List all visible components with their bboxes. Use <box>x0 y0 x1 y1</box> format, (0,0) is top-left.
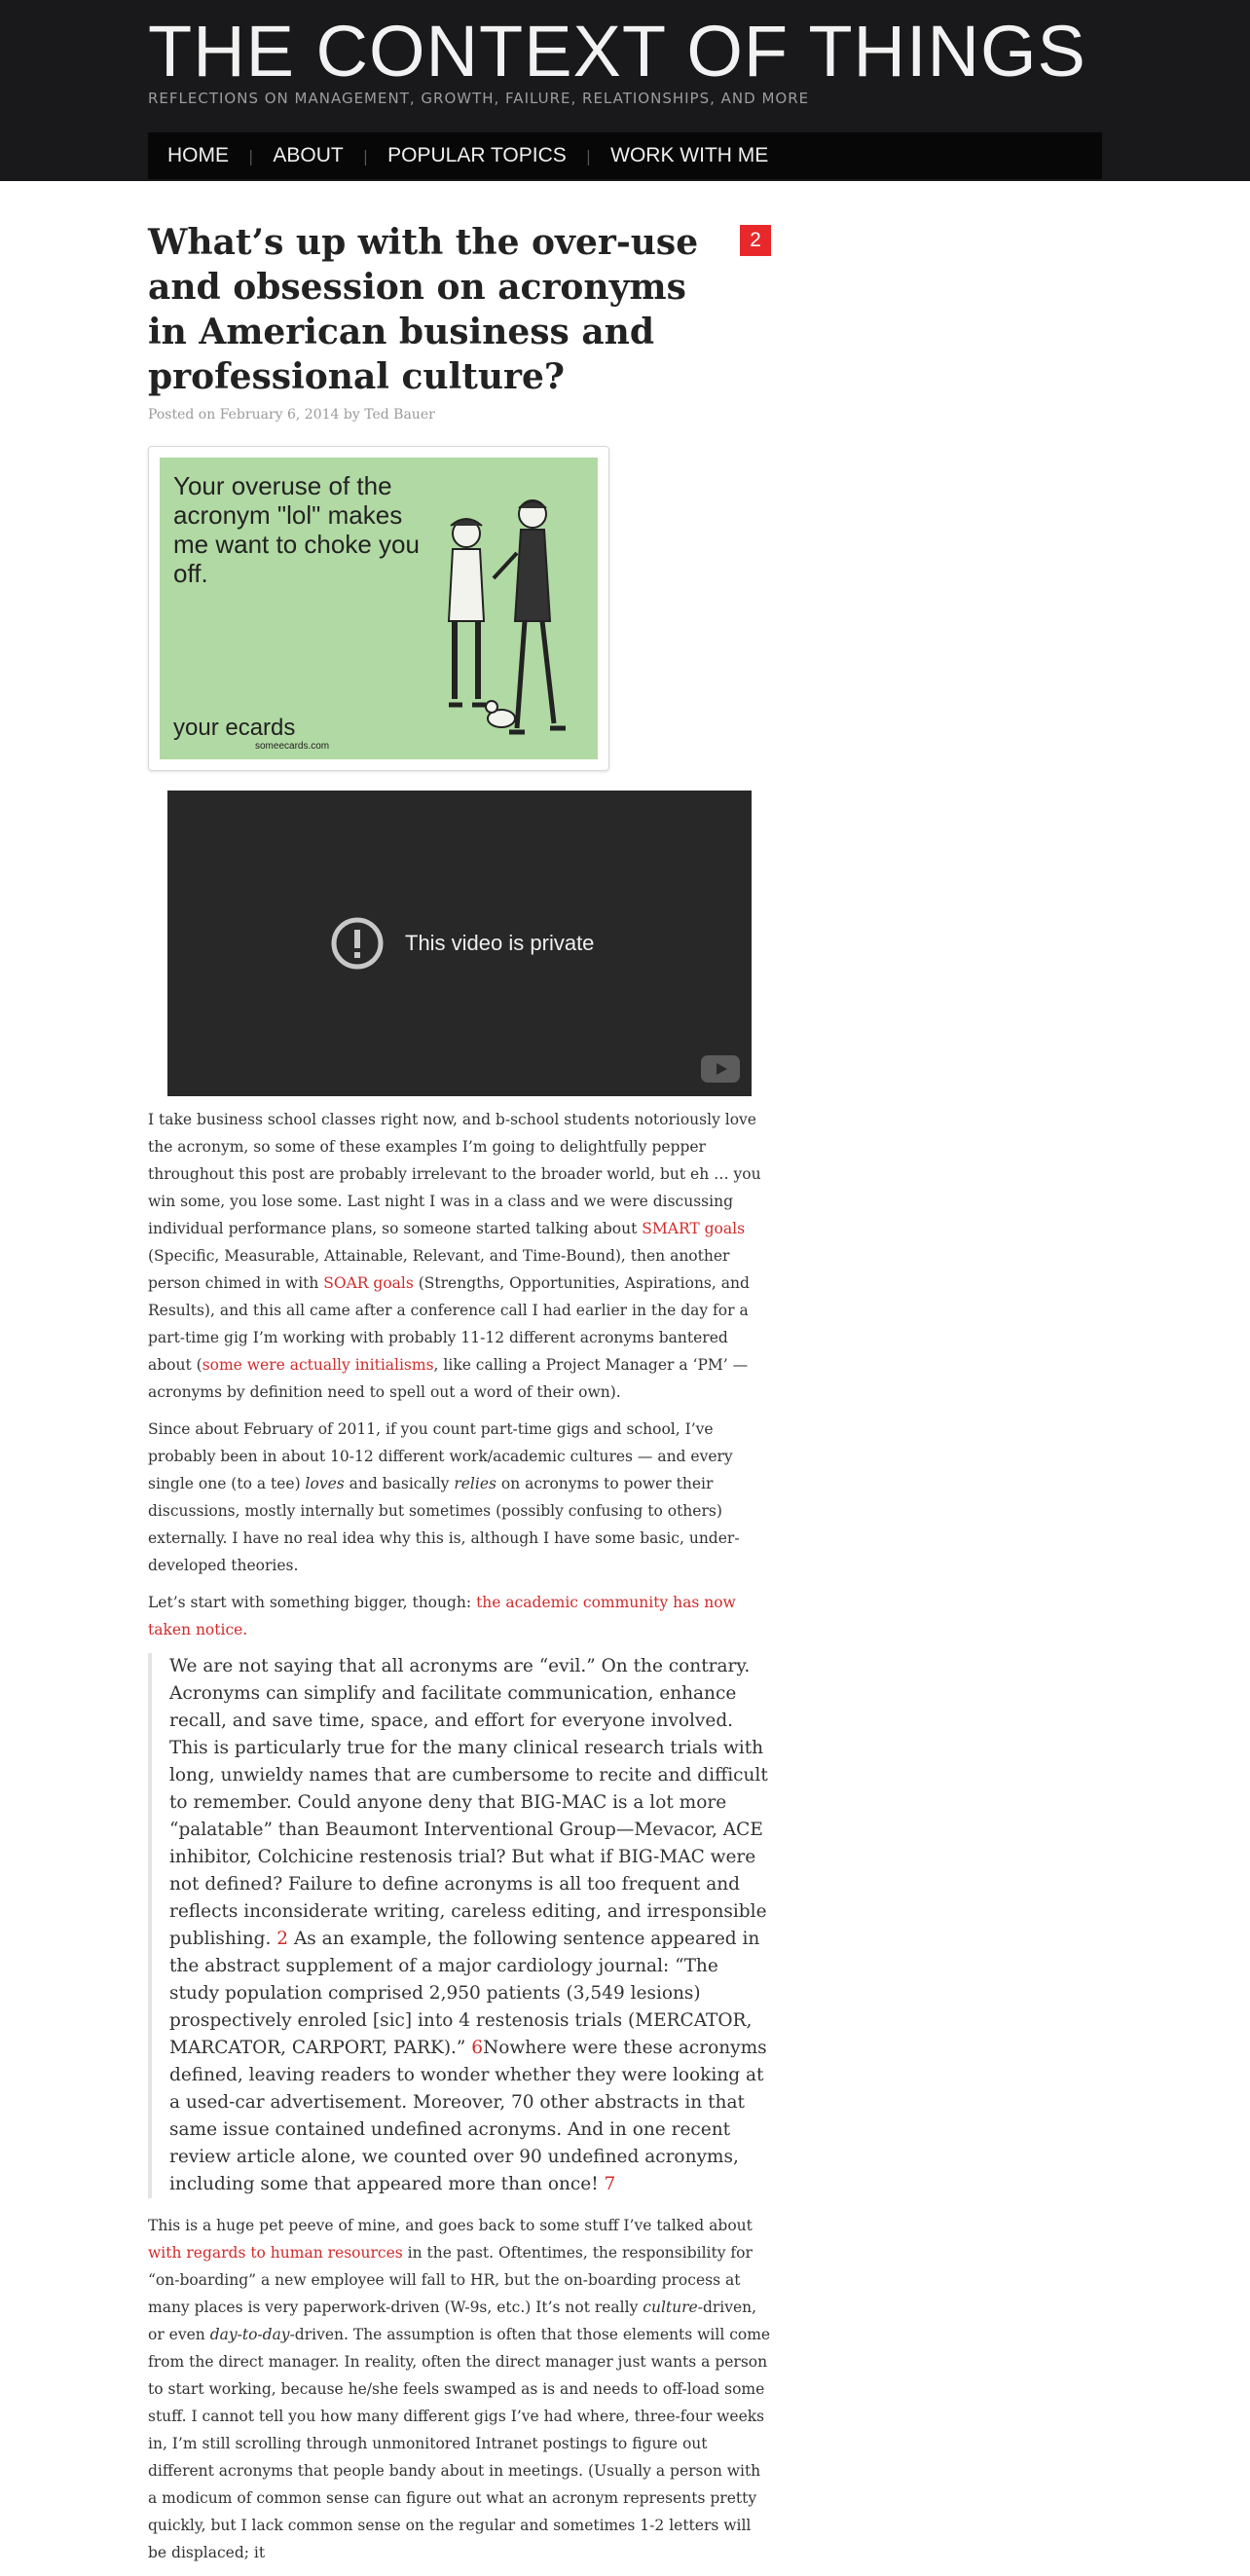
main-nav <box>148 132 1102 179</box>
paragraph: Since about February of 2011, if you count part-time gigs and school, I’ve probably been in about 10-12 different work/academic cultures — and every single one (to a tee) loves and basically relies on acronyms to power their discussions, mostly internally but sometimes (possibly confusing to others) externally. I have no real idea why this is, although I have some basic, under-developed theories. <box>148 1420 740 1574</box>
human-resources-link[interactable]: with regards to human resources <box>148 2244 403 2262</box>
site-tagline: REFLECTIONS ON MANAGEMENT, GROWTH, FAILURE, RELATIONSHIPS, AND MORE <box>148 90 810 107</box>
nav-popular-topics[interactable]: POPULAR TOPICS <box>387 144 567 166</box>
post-content <box>148 1106 771 2566</box>
youtube-logo-icon[interactable] <box>701 1055 740 1083</box>
post-title[interactable]: What’s up with the over-use and obsession on acronyms in American business and professional culture? <box>148 222 699 397</box>
blog-post <box>148 220 771 2576</box>
footnote-ref-7[interactable]: 7 <box>604 2174 616 2194</box>
site-header <box>0 0 1250 181</box>
ecard-illustration <box>408 475 598 757</box>
nav-work-with-me[interactable]: WORK WITH ME <box>610 144 769 166</box>
video-private-message <box>331 917 594 970</box>
embedded-video-player[interactable] <box>167 791 752 1096</box>
meta-by: by <box>343 407 360 423</box>
nav-separator: | <box>248 146 254 166</box>
nav-separator: | <box>362 146 369 166</box>
nav-home[interactable]: HOME <box>167 144 229 166</box>
ecard-brand-url: someecards.com <box>255 741 330 752</box>
paragraph: I take business school classes right now, and b-school students notoriously love the acronym, so some of these examples I’m going to delightfully pepper throughout this post are probably irrelevant to the broader world, but eh … you win some, you lose some. Last night I was in a class and we were discussing individual performance plans, so someone started talking about SMART goals (Specific, Measurable, Attainable, Relevant, and Time-Bound), then another person chimed in with SOAR goals (Strengths, Opportunities, Aspirations, and Results), and this all came after a conference call I had earlier in the day for a part-time gig I’m working with probably 11-12 different acronyms bantered about (some were actually initialisms, like calling a Project Manager a ‘PM’ — acronyms by definition need to spell out a word of their own). <box>148 1111 761 1401</box>
video-private-text: This video is private <box>405 931 595 955</box>
comment-count-badge[interactable]: 2 <box>740 225 771 256</box>
initialisms-link[interactable]: some were actually initialisms <box>202 1356 434 1374</box>
post-meta <box>148 407 771 423</box>
soar-goals-link[interactable]: SOAR goals <box>323 1274 414 1292</box>
academic-community-link[interactable]: the academic community has now taken notice. <box>148 1594 736 1638</box>
paragraph: This is a huge pet peeve of mine, and goes back to some stuff I’ve talked about with regards to human resources in the past. Oftentimes, the responsibility for “on-boarding” a new employee will fall to HR, but the on-boarding process at many places is very paperwork-driven (W-9s, etc.) It’s not really culture-driven, or even day-to-day-driven. The assumption is often that those elements will come from the direct manager. In reality, often the direct manager just wants a person to start working, because he/she feels swamped as is and needs to off-load some stuff. I cannot tell you how many different gigs I’ve had where, three-four weeks in, I’m still scrolling through unmonitored Intranet postings to figure out different acronyms that people bandy about in meetings. (Usually a person with a modicum of common sense can figure out what an acronym represents pretty quickly, but I lack common sense on the regular and sometimes 1-2 letters will be displaced; it <box>148 2217 771 2561</box>
paragraph: Let’s start with something bigger, though: the academic community has now taken notice. <box>148 1594 736 1638</box>
footnote-ref-2[interactable]: 2 <box>276 1929 289 1949</box>
ecard-brand-logo: your ecards <box>173 715 296 741</box>
footnote-ref-6[interactable]: 6 <box>471 2038 484 2058</box>
exclamation-circle-icon <box>331 917 384 970</box>
nav-separator: | <box>585 146 592 166</box>
ecard-image-frame[interactable] <box>148 446 609 771</box>
ecard-caption: Your overuse of the acronym "lol" makes me want to choke you off. <box>173 471 420 588</box>
block-quote: We are not saying that all acronyms are “evil.” On the contrary. Acronyms can simplify and facilitate communication, enhance recall, and save time, space, and effort for everyone involved. This is particularly true for the many clinical research trials with long, unwieldy names that are cumbersome to recite and difficult to remember. Could anyone deny that BIG-MAC is a lot more “palatable” than Beaumont Interventional Group—Mevacor, ACE inhibitor, Colchicine restenosis trial? But what if BIG-MAC were not defined? Failure to define acronyms is all too frequent and reflects inconsiderate writing, careless editing, and irresponsible publishing. 2 As an example, the following sentence appeared in the abstract supplement of a major cardiology journal: “The study population comprised 2,950 patients (3,549 lesions) prospectively enroled [sic] into 4 restenosis trials (MERCATOR, MARCATOR, CARPORT, PARK).” 6Nowhere were these acronyms defined, leaving readers to wonder whether they were looking at a used-car advertisement. Moreover, 70 other abstracts in that same issue contained undefined acronyms. And in one recent review article alone, we counted over 90 undefined acronyms, including some that appeared more than once! 7 <box>148 1653 771 2198</box>
smart-goals-link[interactable]: SMART goals <box>642 1220 746 1237</box>
author-link[interactable]: Ted Bauer <box>364 407 435 423</box>
meta-prefix: Posted on <box>148 407 216 423</box>
ecard-image <box>160 458 598 759</box>
post-date-link[interactable]: February 6, 2014 <box>219 407 340 423</box>
nav-about[interactable]: ABOUT <box>273 144 344 166</box>
site-title[interactable]: THE CONTEXT OF THINGS <box>148 11 1086 92</box>
